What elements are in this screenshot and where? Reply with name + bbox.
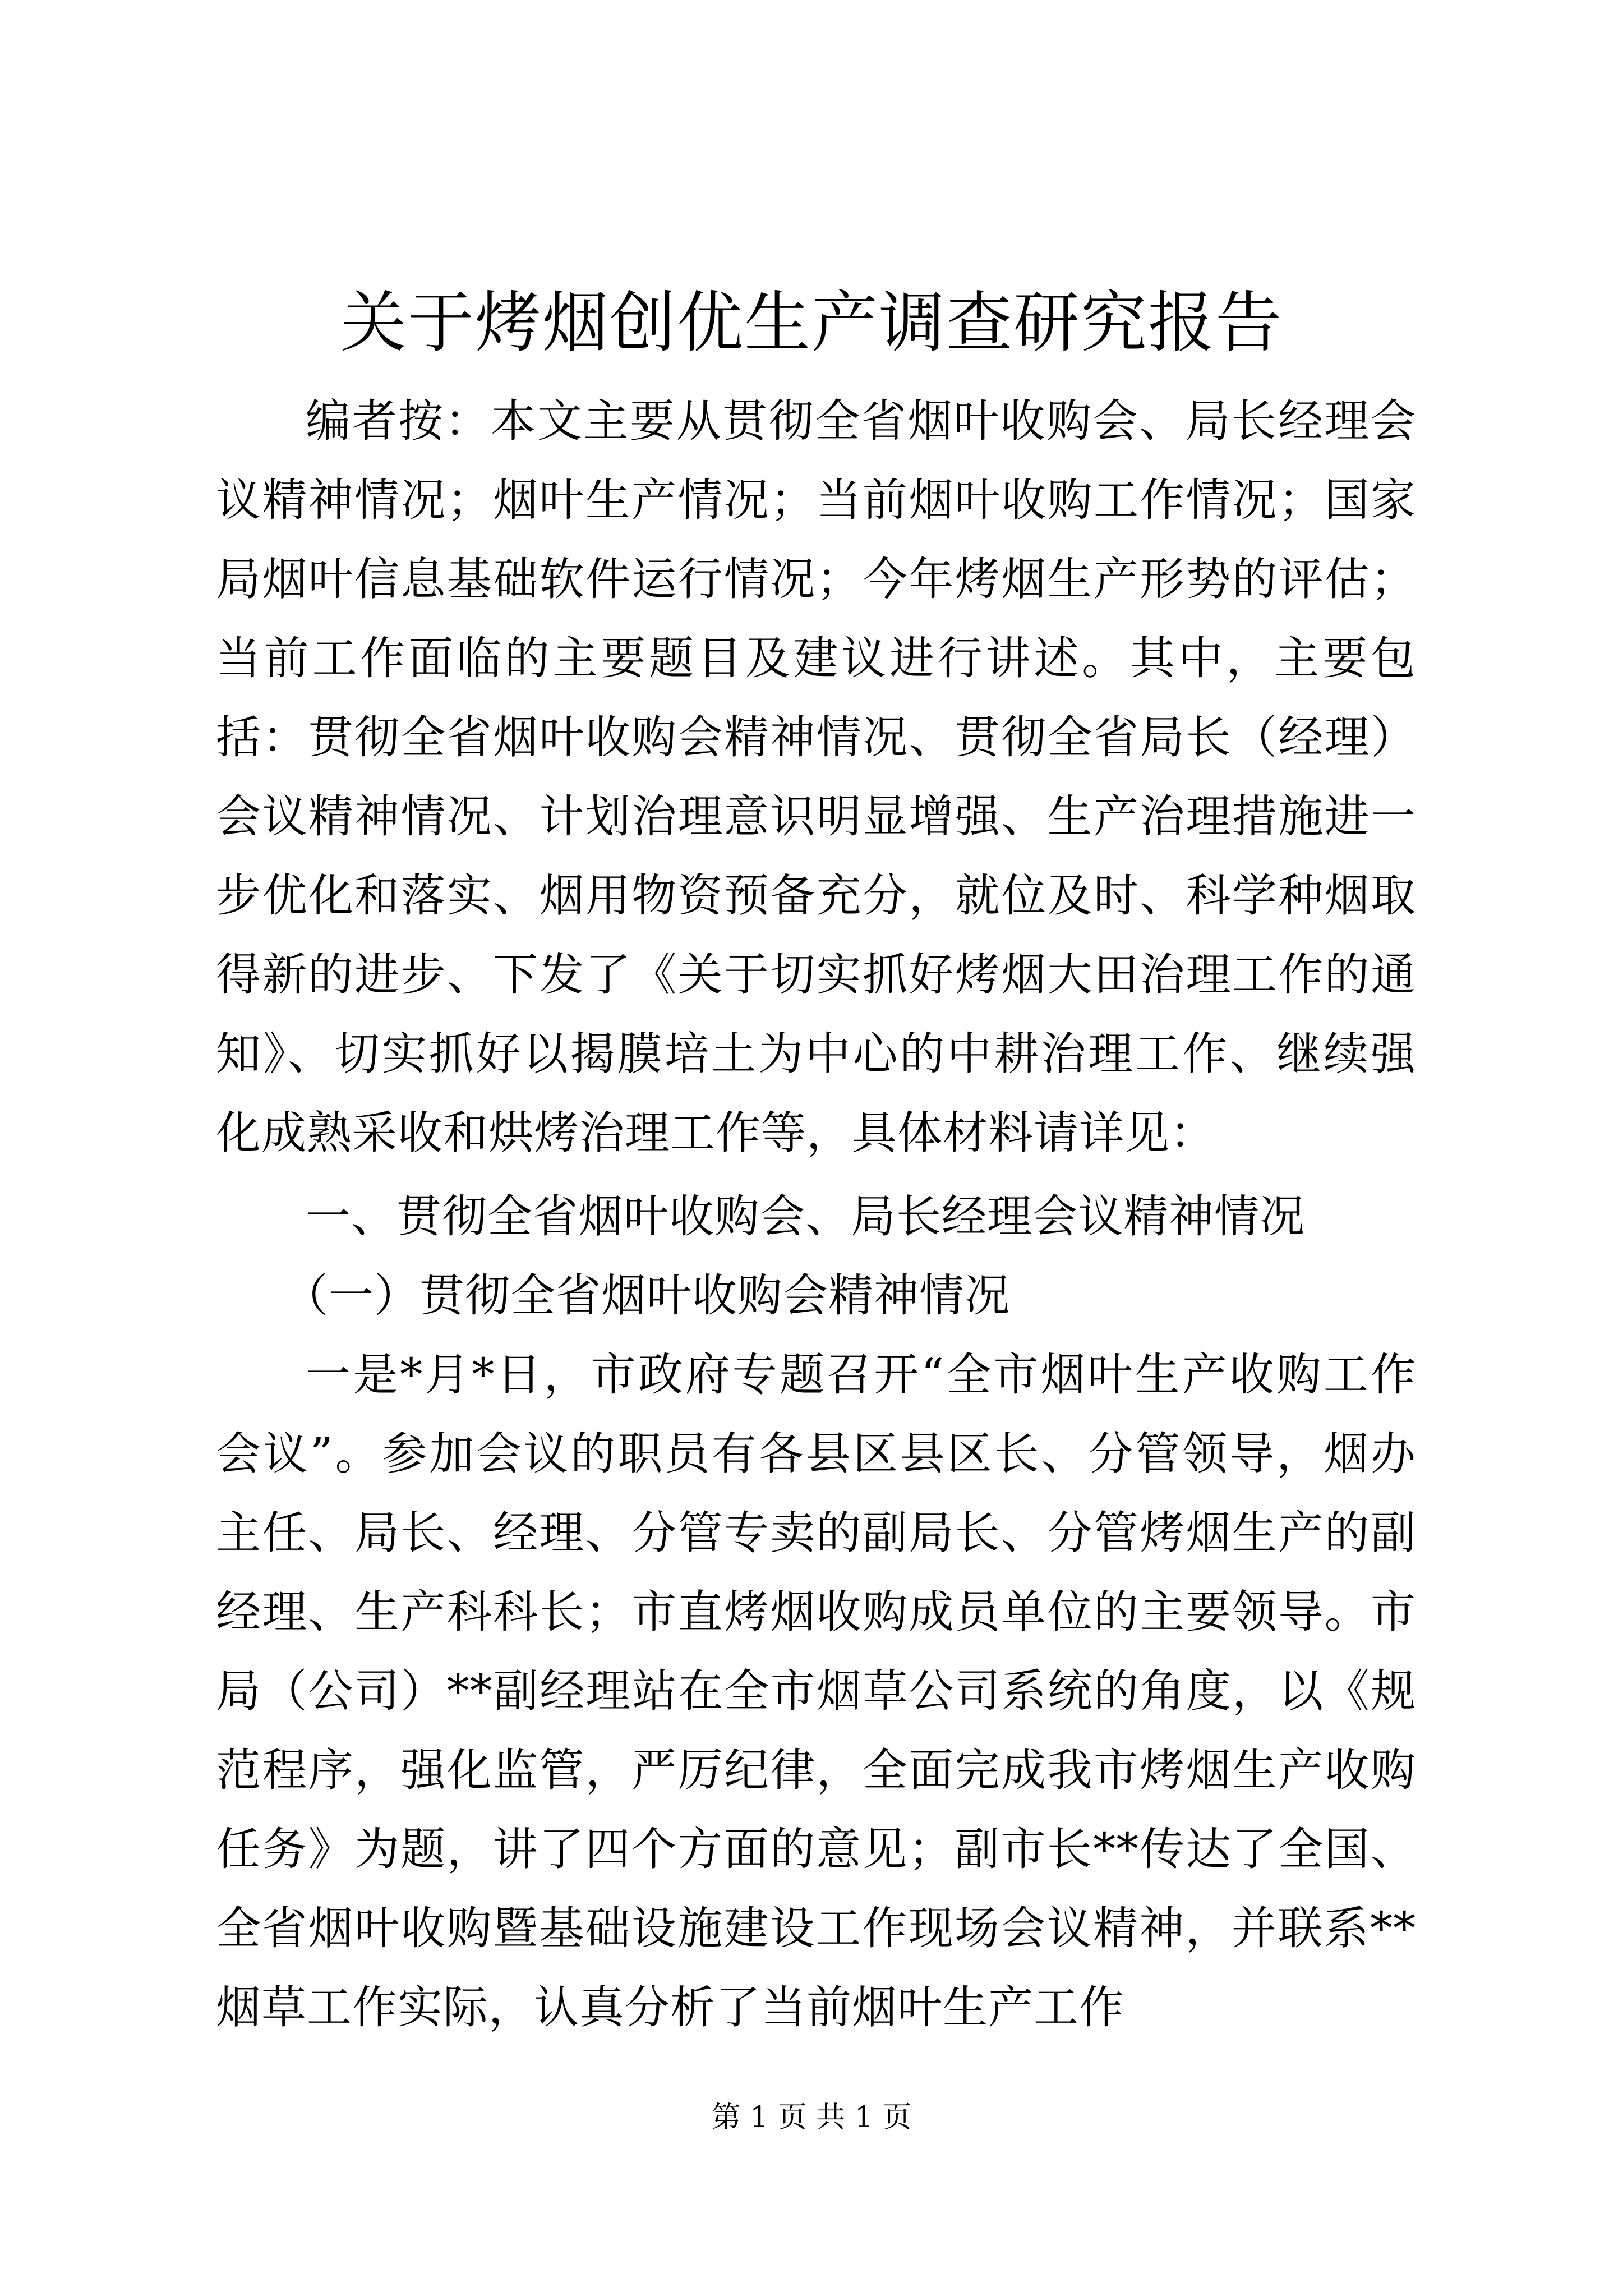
document-body — [216, 381, 1416, 2047]
section-heading-1: 一、贯彻全省烟叶收购会、局长经理会议精神情况 — [306, 1190, 1305, 1243]
body-paragraph-1: 一是*月*日，市政府专题召开“全市烟叶生产收购工作会议”。参加会议的职员有各县区县区长、分管领导，烟办主任、局长、经理、分管专卖的副局长、分管烤烟生产的副经理、生产科科长；市直烤烟收购成员单位的主要领导。市局（公司）**副经理站在全市烟草公司系统的角度，以《规范程序，强化监管，严厉纪律，全面完成我市烤烟生产收购任务》为题，讲了四个方面的意见；副市长**传达了全国、全省烟叶收购暨基础设施建设工作现场会议精神，并联系**烟草工作实际，认真分析了当前烟叶生产工作 — [216, 1349, 1416, 2033]
subsection-heading-1: （一）贯彻全省烟叶收购会精神情况 — [283, 1269, 1010, 1322]
editor-note-paragraph: 编者按：本文主要从贯彻全省烟叶收购会、局长经理会议精神情况；烟叶生产情况；当前烟叶收购工作情况；国家局烟叶信息基础软件运行情况；今年烤烟生产形势的评估；当前工作面临的主要题目及建议进行讲述。其中，主要包括：贯彻全省烟叶收购会精神情况、贯彻全省局长（经理）会议精神情况、计划治理意识明显增强、生产治理措施进一步优化和落实、烟用物资预备充分，就位及时、科学种烟取得新的进步、下发了《关于切实抓好烤烟大田治理工作的通知》、切实抓好以揭膜培土为中心的中耕治理工作、继续强化成熟采收和烘烤治理工作等，具体材料请详见： — [216, 395, 1416, 1159]
document-title: 关于烤烟创优生产调查研究报告 — [340, 284, 1283, 361]
page-footer: 第 1 页 共 1 页 — [711, 2101, 912, 2134]
